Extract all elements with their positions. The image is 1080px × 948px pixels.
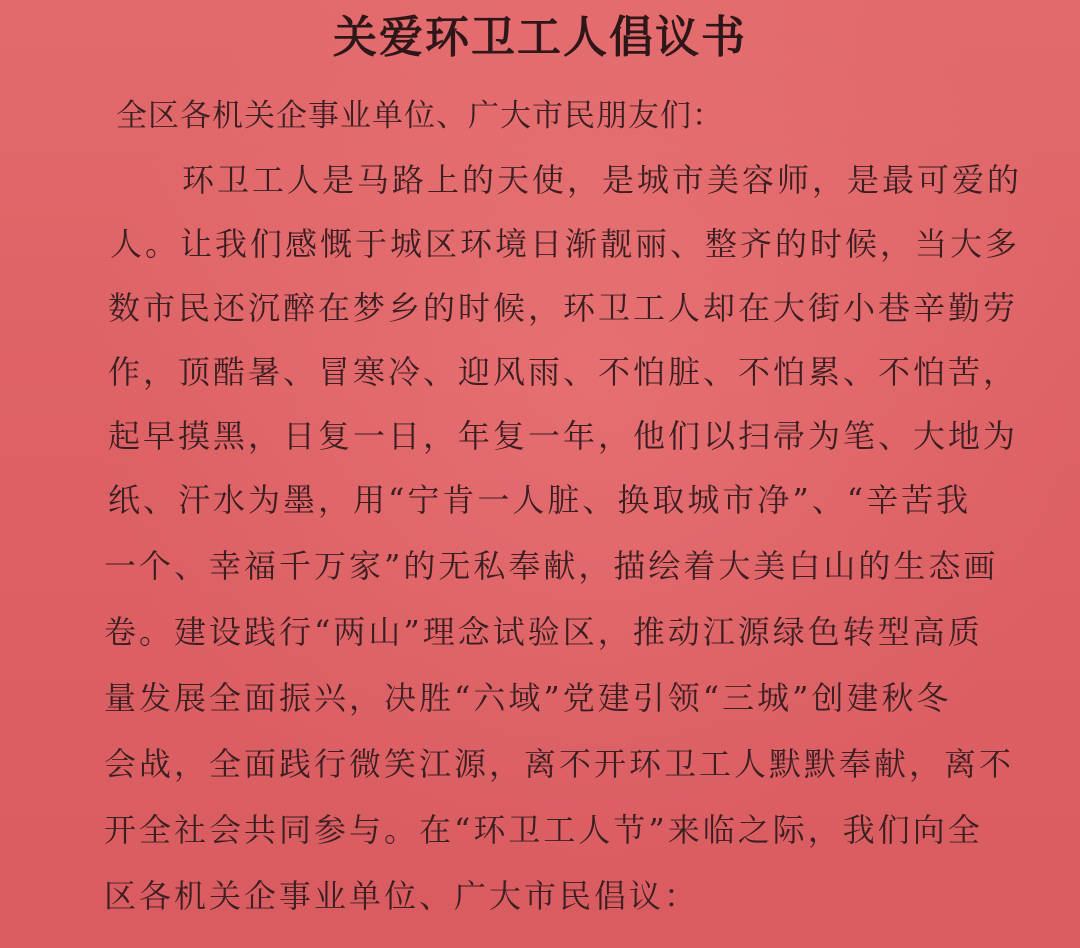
body-line-8: 卷。建设践行“两山”理念试验区，推动江源绿色转型高质 — [104, 613, 983, 651]
body-line-6: 纸、汗水为墨，用“宁肯一人脏、换取城市净”、“辛苦我 — [108, 481, 972, 519]
salutation: 全区各机关企事业单位、广大市民朋友们： — [116, 98, 724, 134]
body-line-12: 区各机关企事业单位、广大市民倡议： — [104, 877, 700, 915]
body-line-3: 数市民还沉醉在梦乡的时候，环卫工人却在大街小巷辛勤劳 — [108, 289, 1019, 327]
body-line-7: 一个、幸福千万家”的无私奉献，描绘着大美白山的生态画 — [104, 547, 999, 585]
document-title: 关爱环卫工人倡议书 — [333, 12, 747, 63]
body-line-2: 人。让我们感慨于城区环境日渐靓丽、整齐的时候，当大多 — [110, 225, 1021, 263]
body-line-5: 起早摸黑，日复一日，年复一年，他们以扫帚为笔、大地为 — [108, 417, 1019, 455]
body-line-10: 会战，全面践行微笑江源，离不开环卫工人默默奉献，离不 — [104, 745, 1015, 783]
body-line-4: 作，顶酷暑、冒寒冷、迎风雨、不怕脏、不怕累、不怕苦， — [108, 353, 1019, 391]
body-line-9: 量发展全面振兴，决胜“六域”党建引领“三城”创建秋冬 — [104, 679, 952, 717]
body-line-11: 开全社会共同参与。在“环卫工人节”来临之际，我们向全 — [104, 811, 983, 849]
body-line-1: 环卫工人是马路上的天使，是城市美容师，是最可爱的 — [182, 161, 1023, 199]
